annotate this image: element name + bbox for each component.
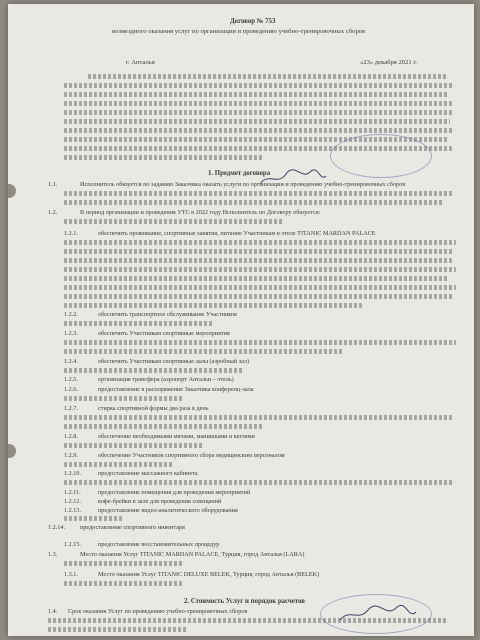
clause-text: организация трансфера (аэропорт Антальи – отель) bbox=[98, 376, 234, 383]
document-page bbox=[8, 4, 474, 636]
clause-number: 1.2.6. bbox=[64, 386, 78, 393]
clause-number: 1.2.10. bbox=[64, 470, 82, 477]
clause-text: предоставление в распоряжение Заказчика конференц-зала bbox=[98, 386, 254, 393]
clause-text: Срок оказания Услуг по проведению учебно-тренировочных сборов bbox=[68, 608, 248, 615]
clause-text: предоставление помещения для проведения мероприятий bbox=[98, 489, 251, 496]
section-1-title: 1. Предмет договора bbox=[208, 170, 271, 177]
signature bbox=[338, 604, 418, 626]
clause-text: предоставление спортивного инвентаря bbox=[80, 524, 185, 531]
clause-text: В период организации и проведения УТС в 2022 году Исполнитель по Договору обязуется: bbox=[80, 209, 321, 216]
clause-number: 1.2.1. bbox=[64, 230, 78, 237]
clause-text: обеспечение Участников спортивного сбора медицинским персоналом bbox=[98, 452, 285, 459]
stamp-seal bbox=[330, 134, 432, 178]
clause-number: 1.2.13. bbox=[64, 507, 82, 514]
clause-number: 1.2. bbox=[48, 209, 58, 216]
clause-number: 1.3. bbox=[48, 551, 58, 558]
document-subtitle: возмездного оказания услуг по организации и проведению учебно-тренировочных сборов bbox=[112, 28, 366, 35]
punch-hole bbox=[8, 184, 16, 198]
clause-number: 1.2.15. bbox=[64, 541, 82, 548]
clause-number: 1.2.11. bbox=[64, 489, 81, 496]
signature bbox=[258, 166, 328, 190]
section-2-title: 2. Стоимость Услуг и порядок расчетов bbox=[184, 598, 305, 605]
clause-text: кофе-брейки в зале для проведения совещаний bbox=[98, 498, 222, 505]
clause-number: 1.2.14. bbox=[48, 524, 66, 531]
clause-number: 1.2.8. bbox=[64, 433, 78, 440]
clause-text: предоставление восстановительных процедур bbox=[98, 541, 220, 548]
clause-number: 1.2.2. bbox=[64, 311, 78, 318]
clause-text: обеспечить транспортное обслуживание Участников bbox=[98, 311, 237, 318]
clause-text: предоставление видео-аналитического оборудования bbox=[98, 507, 238, 514]
clause-text: Место оказания Услуг TITANIC MARDAN PALACE, Турция, город Анталья (LARA) bbox=[80, 551, 305, 558]
document-city: г. Анталья bbox=[126, 59, 155, 66]
document-date: «23» декабря 2021 г. bbox=[360, 59, 417, 66]
clause-text: обеспечить проживание, спортивные занятия, питание Участникам в отеле TITANIC MARDAN PALACE bbox=[98, 230, 376, 237]
document-title: Договор № 753 bbox=[230, 18, 276, 25]
clause-number: 1.2.7. bbox=[64, 405, 78, 412]
clause-text: обеспечить Участникам спортивные залы (аэробный зал) bbox=[98, 358, 250, 365]
clause-number: 1.2.3. bbox=[64, 330, 78, 337]
clause-number: 1.2.12. bbox=[64, 498, 82, 505]
clause-number: 1.3.1. bbox=[64, 571, 78, 578]
clause-text: предоставление массажного кабинета bbox=[98, 470, 198, 477]
clause-number: 1.1. bbox=[48, 181, 58, 188]
clause-text: Исполнитель обязуется по заданию Заказчика оказать услуги по организации и проведению учебно-тренировочных сборов bbox=[80, 181, 406, 188]
clause-number: 1.4. bbox=[48, 608, 58, 615]
clause-number: 1.2.9. bbox=[64, 452, 78, 459]
clause-number: 1.2.4. bbox=[64, 358, 78, 365]
clause-text: стирка спортивной формы два раза в день bbox=[98, 405, 209, 412]
punch-hole bbox=[8, 444, 16, 458]
clause-number: 1.2.5. bbox=[64, 376, 78, 383]
clause-text: обеспечить Участникам спортивные мероприятия bbox=[98, 330, 230, 337]
clause-text: обеспечение необходимыми мячами, манишками и кеглями bbox=[98, 433, 255, 440]
clause-text: Место оказания Услуг TITANIC DELUXE BELEK, Турция, город Анталья (BELEK) bbox=[98, 571, 320, 578]
